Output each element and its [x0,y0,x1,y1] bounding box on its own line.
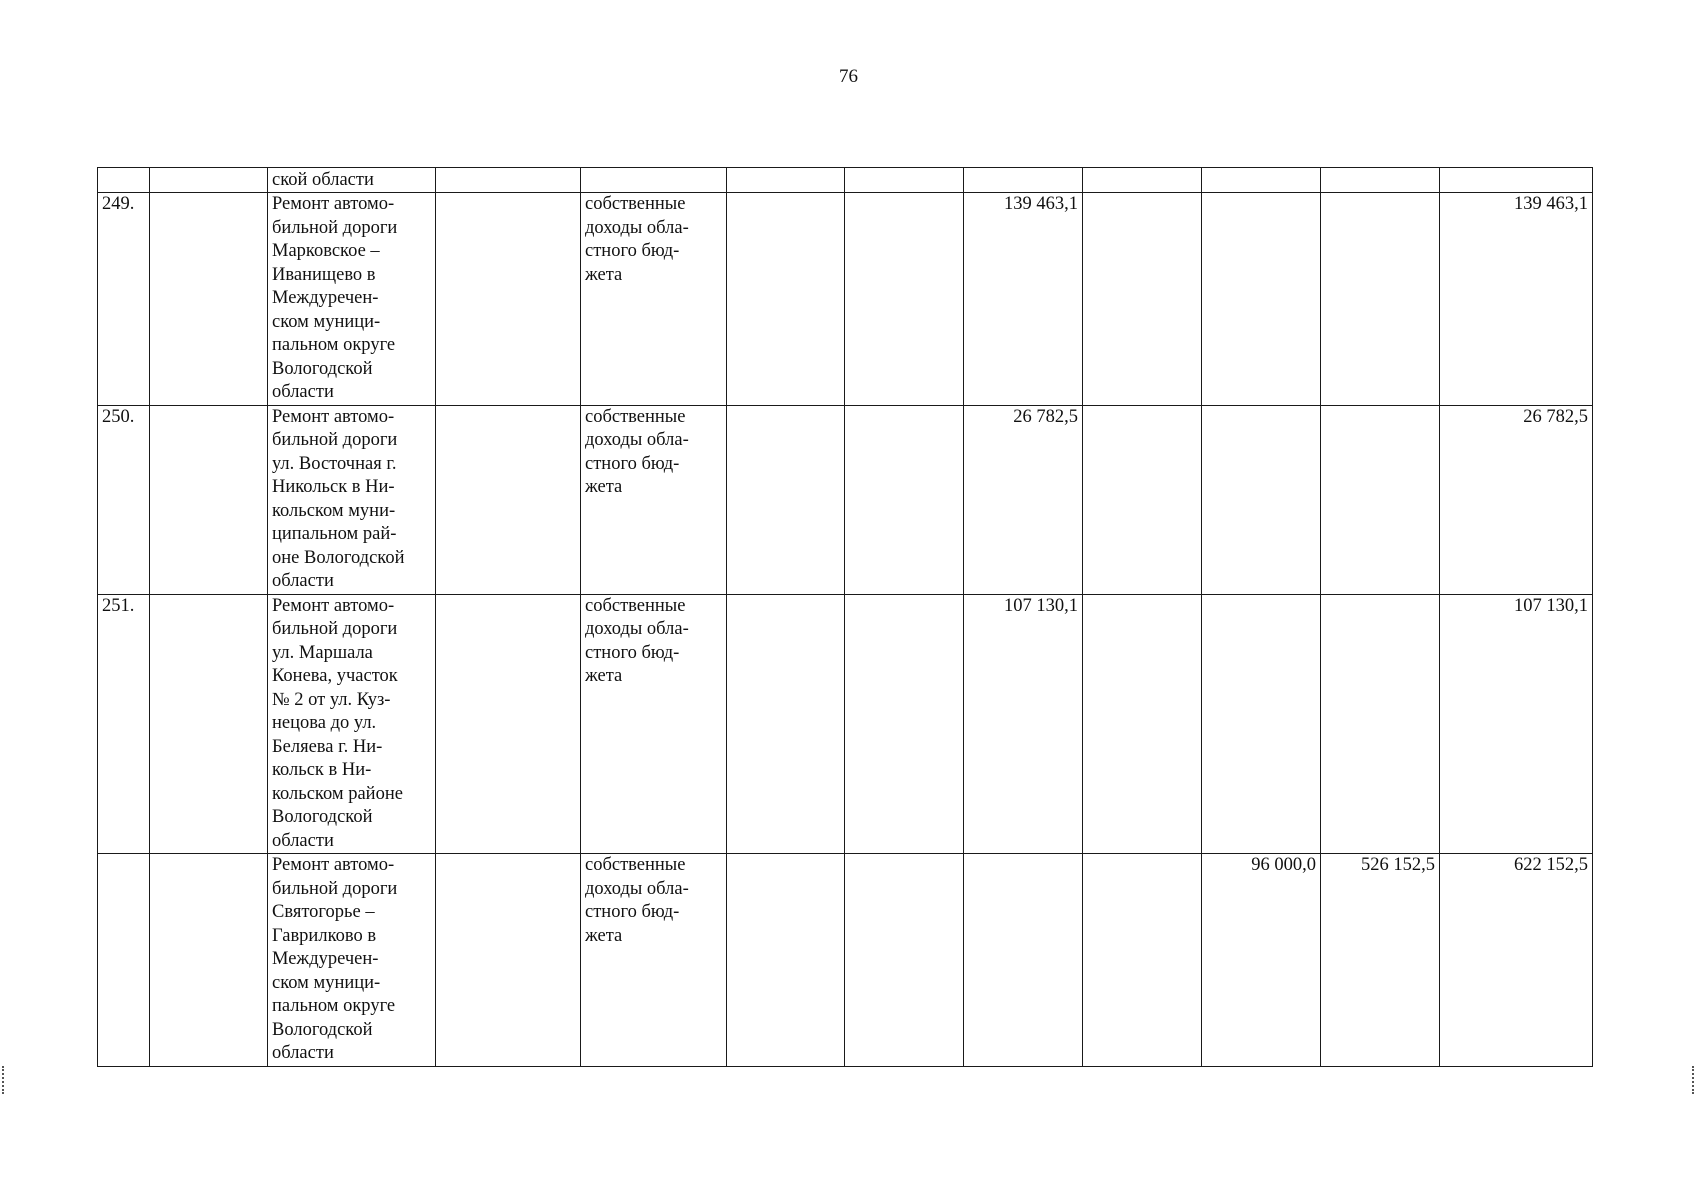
description-line: бильной дороги [272,619,398,639]
source-line: стного бюд- [585,453,680,474]
source-line: доходы обла- [585,217,689,238]
description-line: ул. Восточная г. [272,453,397,474]
scan-edge-mark [1692,1066,1694,1094]
description-line: области [272,571,334,591]
table-row [98,854,1593,1067]
cell-value: 526 152,5 [1321,854,1440,1067]
cell-value [1321,193,1440,406]
cell-description [268,405,436,594]
cell-empty [727,193,845,406]
description-line: Междуречен- [272,949,379,969]
description-line: пальном округе [272,996,396,1016]
description-line: оне Вологодской [272,547,405,568]
cell-empty [436,594,581,854]
description-line: Ремонт автомо- [272,194,395,214]
cell-index: 249. [98,193,150,406]
cell-empty [150,854,268,1067]
cell-empty [150,594,268,854]
description-line: области [272,1043,334,1063]
description-line: № 2 от ул. Куз- [272,689,391,710]
source-line: доходы обла- [585,430,689,450]
cell-value [1202,193,1321,406]
cell-empty [845,405,964,594]
description-line: кольск в Ни- [272,760,372,780]
cell-total: 622 152,5 [1440,854,1593,1067]
scan-edge-mark [2,1066,4,1094]
cell-value [1083,193,1202,406]
description-line: Междуречен- [272,288,379,308]
budget-table [97,167,1593,1067]
source-line: жета [585,477,623,497]
cell-source [581,405,727,594]
cell-empty [436,168,581,193]
source-line: собственные [585,194,686,214]
description-line: бильной дороги [272,878,398,899]
cell-empty [845,193,964,406]
cell-empty [727,168,845,193]
description-line: Вологодской [272,807,373,827]
description-line: Ремонт автомо- [272,595,395,616]
cell-index [98,854,150,1067]
cell-empty [845,168,964,193]
description-line: Марковское – [272,241,380,261]
cell-empty [150,193,268,406]
cell-value [1083,168,1202,193]
cell-empty [845,854,964,1067]
cell-empty [150,405,268,594]
cell-description: ской области [268,168,436,193]
description-line: Вологодской [272,1019,373,1040]
description-line: Иванищево в [272,264,376,285]
source-line: собственные [585,855,686,875]
cell-source [581,168,727,193]
description-line: Ремонт автомо- [272,855,395,875]
cell-description [268,854,436,1067]
cell-total: 139 463,1 [1440,193,1593,406]
description-line: Конева, участок [272,666,398,686]
description-line: Ремонт автомо- [272,406,395,427]
source-line: стного бюд- [585,642,680,663]
description-line: ципальном рай- [272,524,397,544]
source-line: жета [585,666,623,686]
cell-total [1440,168,1593,193]
cell-description [268,594,436,854]
source-line: стного бюд- [585,902,680,922]
description-line: кольском муни- [272,500,396,521]
cell-total: 26 782,5 [1440,405,1593,594]
page-number: 76 [839,66,858,87]
source-line: жета [585,264,623,285]
description-line: области [272,830,334,851]
cell-value [1321,405,1440,594]
description-line: ском муници- [272,972,381,993]
table-row [98,193,1593,406]
cell-empty [436,405,581,594]
description-line: нецова до ул. [272,713,377,733]
description-line: бильной дороги [272,430,398,450]
description-line: Святогорье – [272,902,375,922]
cell-total: 107 130,1 [1440,594,1593,854]
description-line: Вологодской [272,358,373,379]
description-line: бильной дороги [272,217,398,238]
cell-empty [845,594,964,854]
cell-value [964,854,1083,1067]
description-line: Беляева г. Ни- [272,736,383,757]
cell-empty [436,854,581,1067]
source-line: собственные [585,595,686,616]
description-line: пальном округе [272,335,396,355]
cell-value [1321,594,1440,854]
source-line: собственные [585,406,686,427]
cell-source [581,594,727,854]
cell-value [964,168,1083,193]
cell-value: 107 130,1 [964,594,1083,854]
cell-value [1083,854,1202,1067]
cell-index [98,168,150,193]
cell-empty [727,405,845,594]
table-row [98,594,1593,854]
table-row [98,405,1593,594]
cell-value: 139 463,1 [964,193,1083,406]
description-line: ском муници- [272,311,381,332]
cell-value [1202,594,1321,854]
continuation-row [98,168,1593,193]
cell-value [1083,594,1202,854]
cell-value [1321,168,1440,193]
cell-value: 96 000,0 [1202,854,1321,1067]
description-line: Гаврилково в [272,925,377,946]
cell-source [581,854,727,1067]
cell-empty [150,168,268,193]
description-line: ул. Маршала [272,642,373,663]
cell-index: 250. [98,405,150,594]
source-line: стного бюд- [585,241,680,261]
source-line: доходы обла- [585,878,689,899]
source-line: жета [585,925,623,946]
cell-empty [727,594,845,854]
description-line: области [272,382,334,402]
cell-source [581,193,727,406]
cell-value: 26 782,5 [964,405,1083,594]
cell-value [1202,168,1321,193]
cell-index: 251. [98,594,150,854]
cell-empty [727,854,845,1067]
source-line: доходы обла- [585,619,689,639]
cell-value [1202,405,1321,594]
cell-empty [436,193,581,406]
description-line: кольском районе [272,783,403,804]
description-line: Никольск в Ни- [272,477,395,497]
cell-value [1083,405,1202,594]
cell-description [268,193,436,406]
